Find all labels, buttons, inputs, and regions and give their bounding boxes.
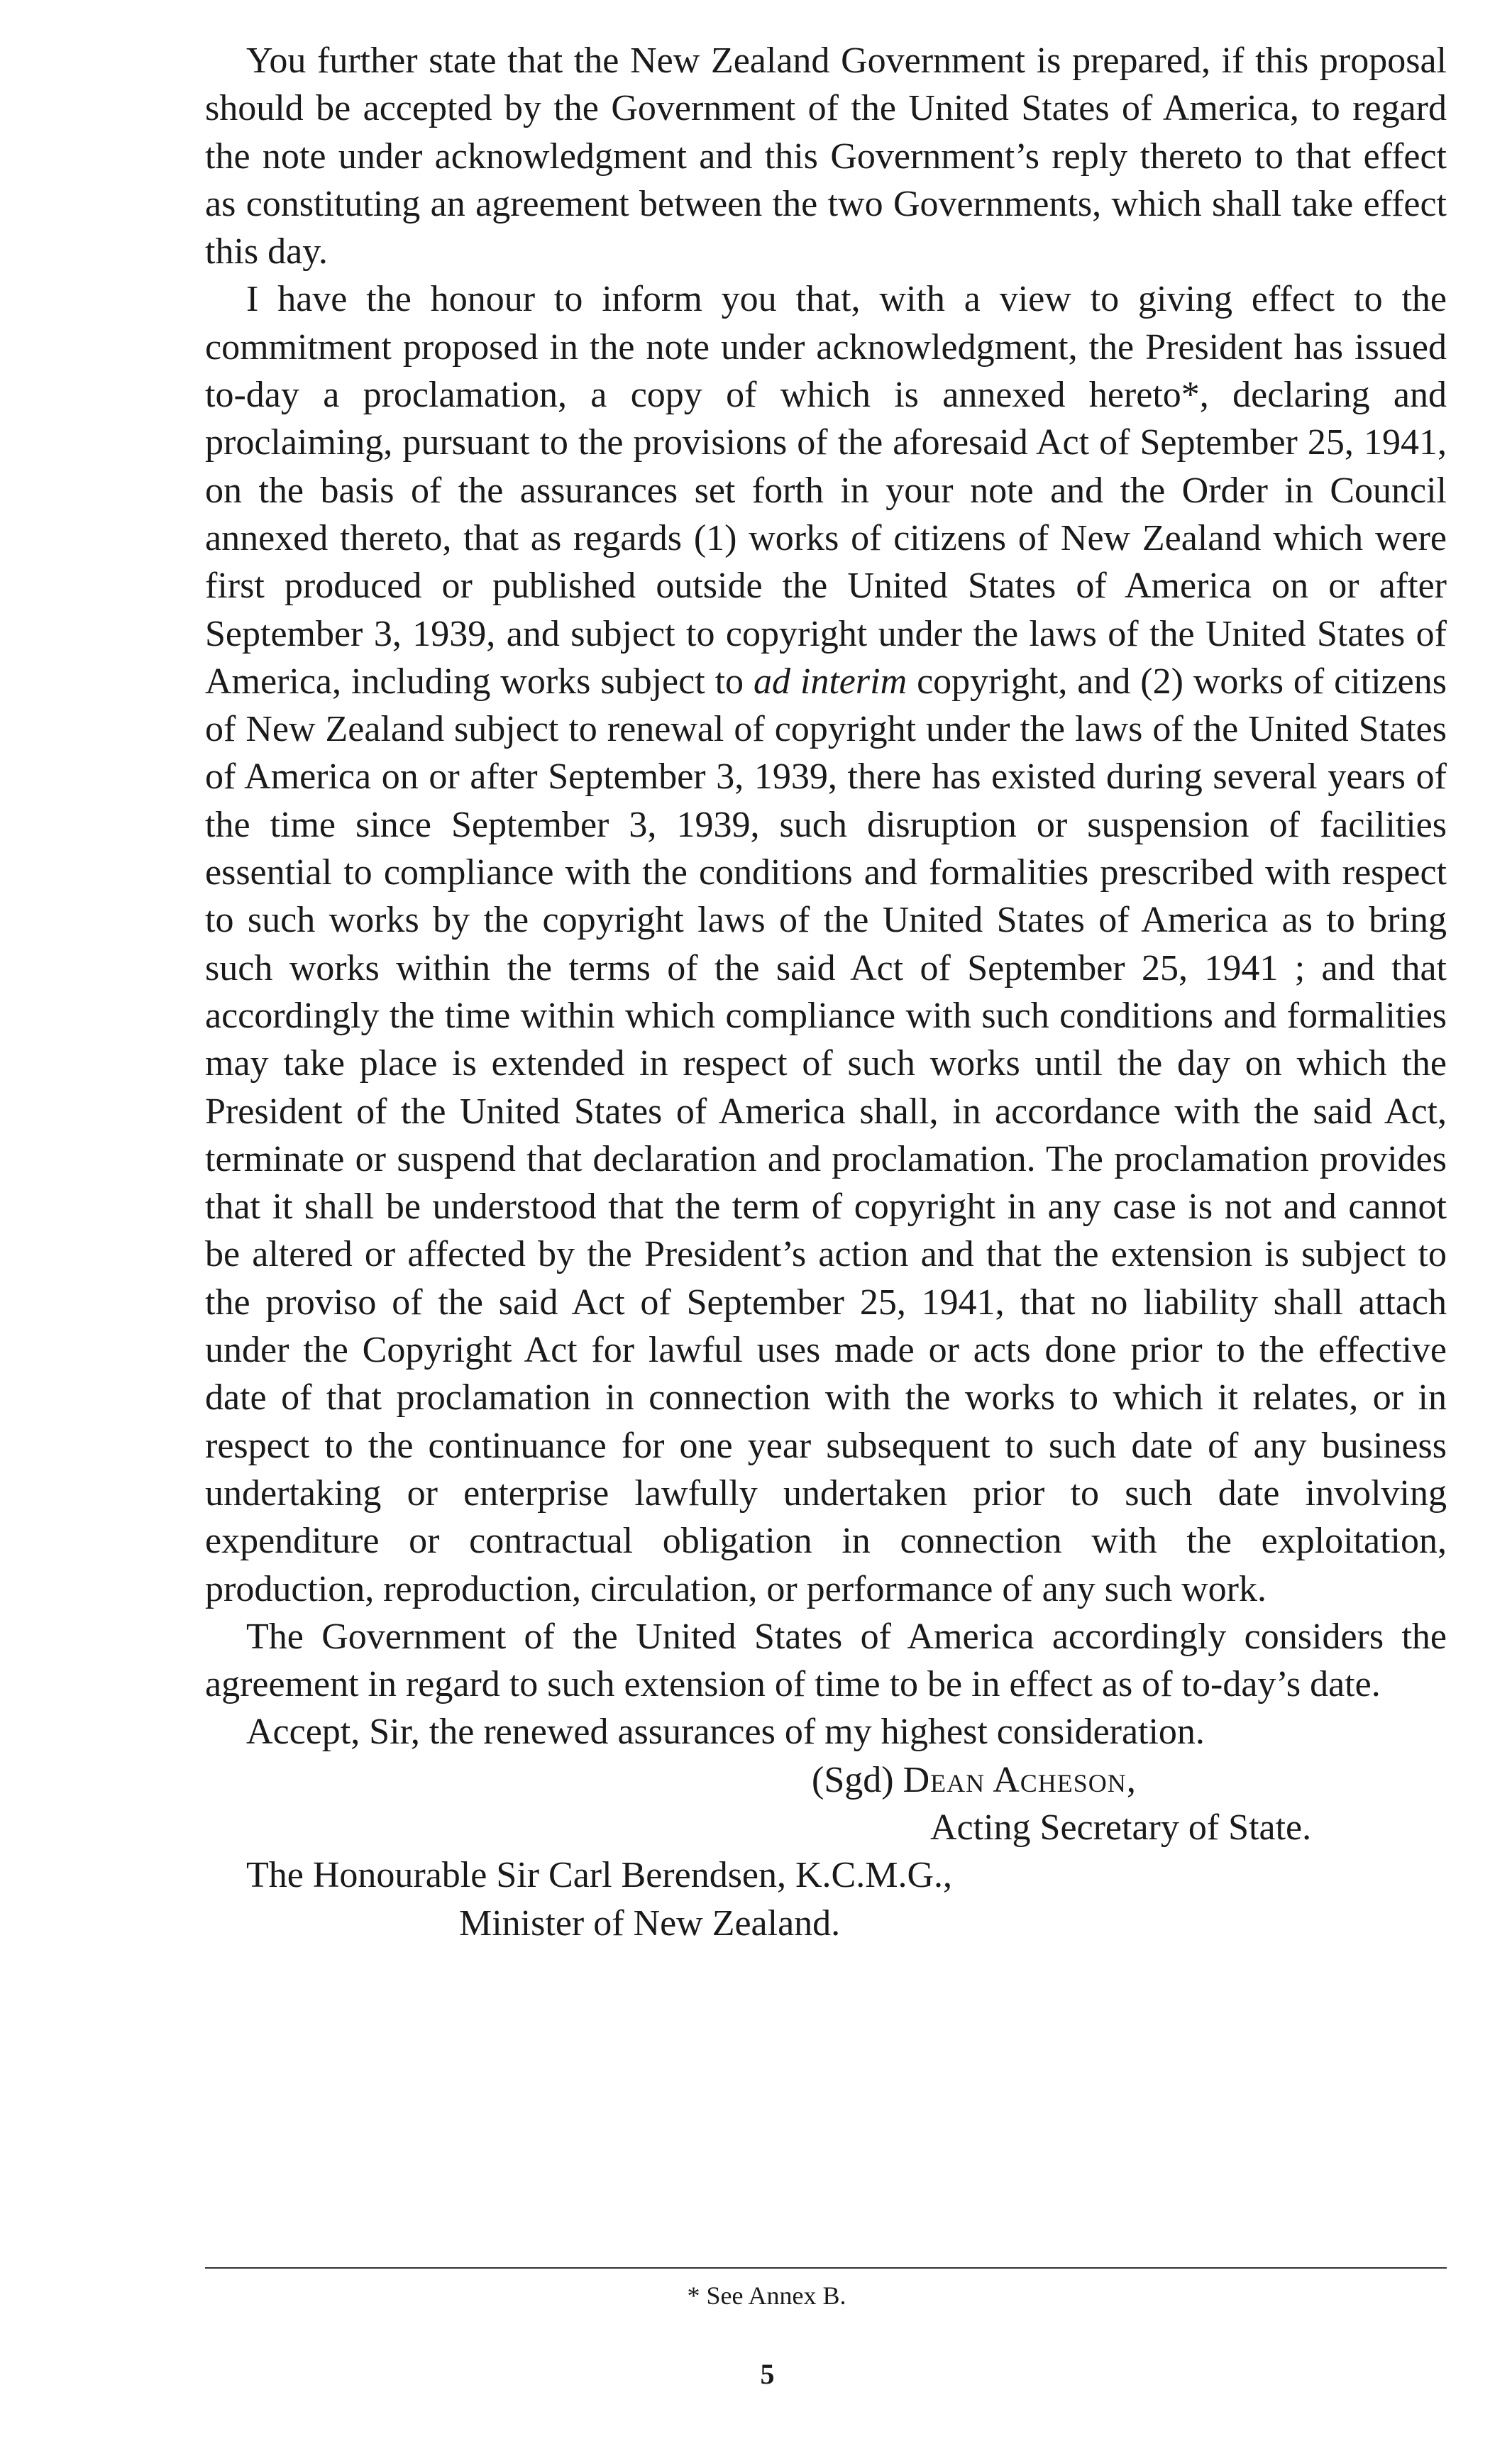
footnote: * See Annex B. bbox=[687, 2281, 846, 2310]
signature-punctuation: , bbox=[1126, 1759, 1136, 1800]
proclamation-text-part-2: copyright, and (2) works of citizens of New Zealand subject to renewal of copyright under the laws of the United States of America on or after September 3, 1939, there has existed during several years of the time since September 3, 1939, such disruption or suspension of facilities essential to compliance with the conditions and formalities prescribed with respect to such works by the copyright laws of the United States of America as to bring such works within the terms of the said Act of September 25, 1941 ; and that accordingly the time within which compliance with such conditions and formalities may take place is extended in respect of such works until the day on which the President of the United States of America shall, in accordance with the said Act, terminate or suspend that declaration and proclamation. The proclamation provides that it shall be understood that the term of copyright in any case is not and cannot be altered or affected by the President’s action and that the extension is subject to the proviso of the said Act of September 25, 1941, that no liability shall attach under the Copyright Act for lawful uses made or acts done prior to the effective date of that proclamation in connection with the works to which it relates, or in respect to the continuance for one year subsequent to such date of any business undertaking or enterprise lawfully undertaken prior to such date involving expenditure or contractual obligation in connection with the exploitation, production, reproduction, circulation, or performance of any such work. bbox=[205, 661, 1447, 1609]
signatory-title: Acting Secretary of State. bbox=[930, 1807, 1312, 1848]
footnote-divider bbox=[205, 2267, 1447, 2269]
paragraph-proposal: You further state that the New Zealand Government is prepared, if this proposal should be accepted by the Government of the United States of America, to regard the note under acknowledgment and this Government’s reply thereto to that effect as constituting an agreement between the two Governments, which shall take effect this day. bbox=[205, 40, 1447, 272]
addressee-title: Minister of New Zealand. bbox=[459, 1902, 841, 1944]
closing-line: Accept, Sir, the renewed assurances of my highest consideration. bbox=[246, 1712, 1205, 1753]
signatory-name: Dean Acheson bbox=[903, 1759, 1127, 1800]
signature-prefix: (Sgd) bbox=[812, 1759, 903, 1800]
paragraph-proclamation bbox=[205, 275, 1447, 1612]
ad-interim-term: ad interim bbox=[753, 661, 907, 702]
signature-line bbox=[205, 1756, 1447, 1804]
letter-body bbox=[205, 37, 1447, 1947]
page-number: 5 bbox=[760, 2358, 775, 2390]
proclamation-text-part-1: I have the honour to inform you that, with a view to giving effect to the commitment proposed in the note under acknowledgment, the President has issued to-day a proclamation, a copy of which is annexed hereto*, declaring and proclaiming, pursuant to the provisions of the aforesaid Act of September 25, 1941, on the basis of the assurances set forth in your note and the Order in Council annexed thereto, that as regards (1) works of citizens of New Zealand which were first produced or published outside the United States of America on or after September 3, 1939, and subject to copyright under the laws of the United States of America, including works subject to bbox=[205, 279, 1447, 702]
addressee-name: The Honourable Sir Carl Berendsen, K.C.M.G., bbox=[246, 1855, 953, 1896]
paragraph-agreement: The Government of the United States of America accordingly considers the agreement in regard to such extension of time to be in effect as of to-day’s date. bbox=[205, 1616, 1447, 1705]
